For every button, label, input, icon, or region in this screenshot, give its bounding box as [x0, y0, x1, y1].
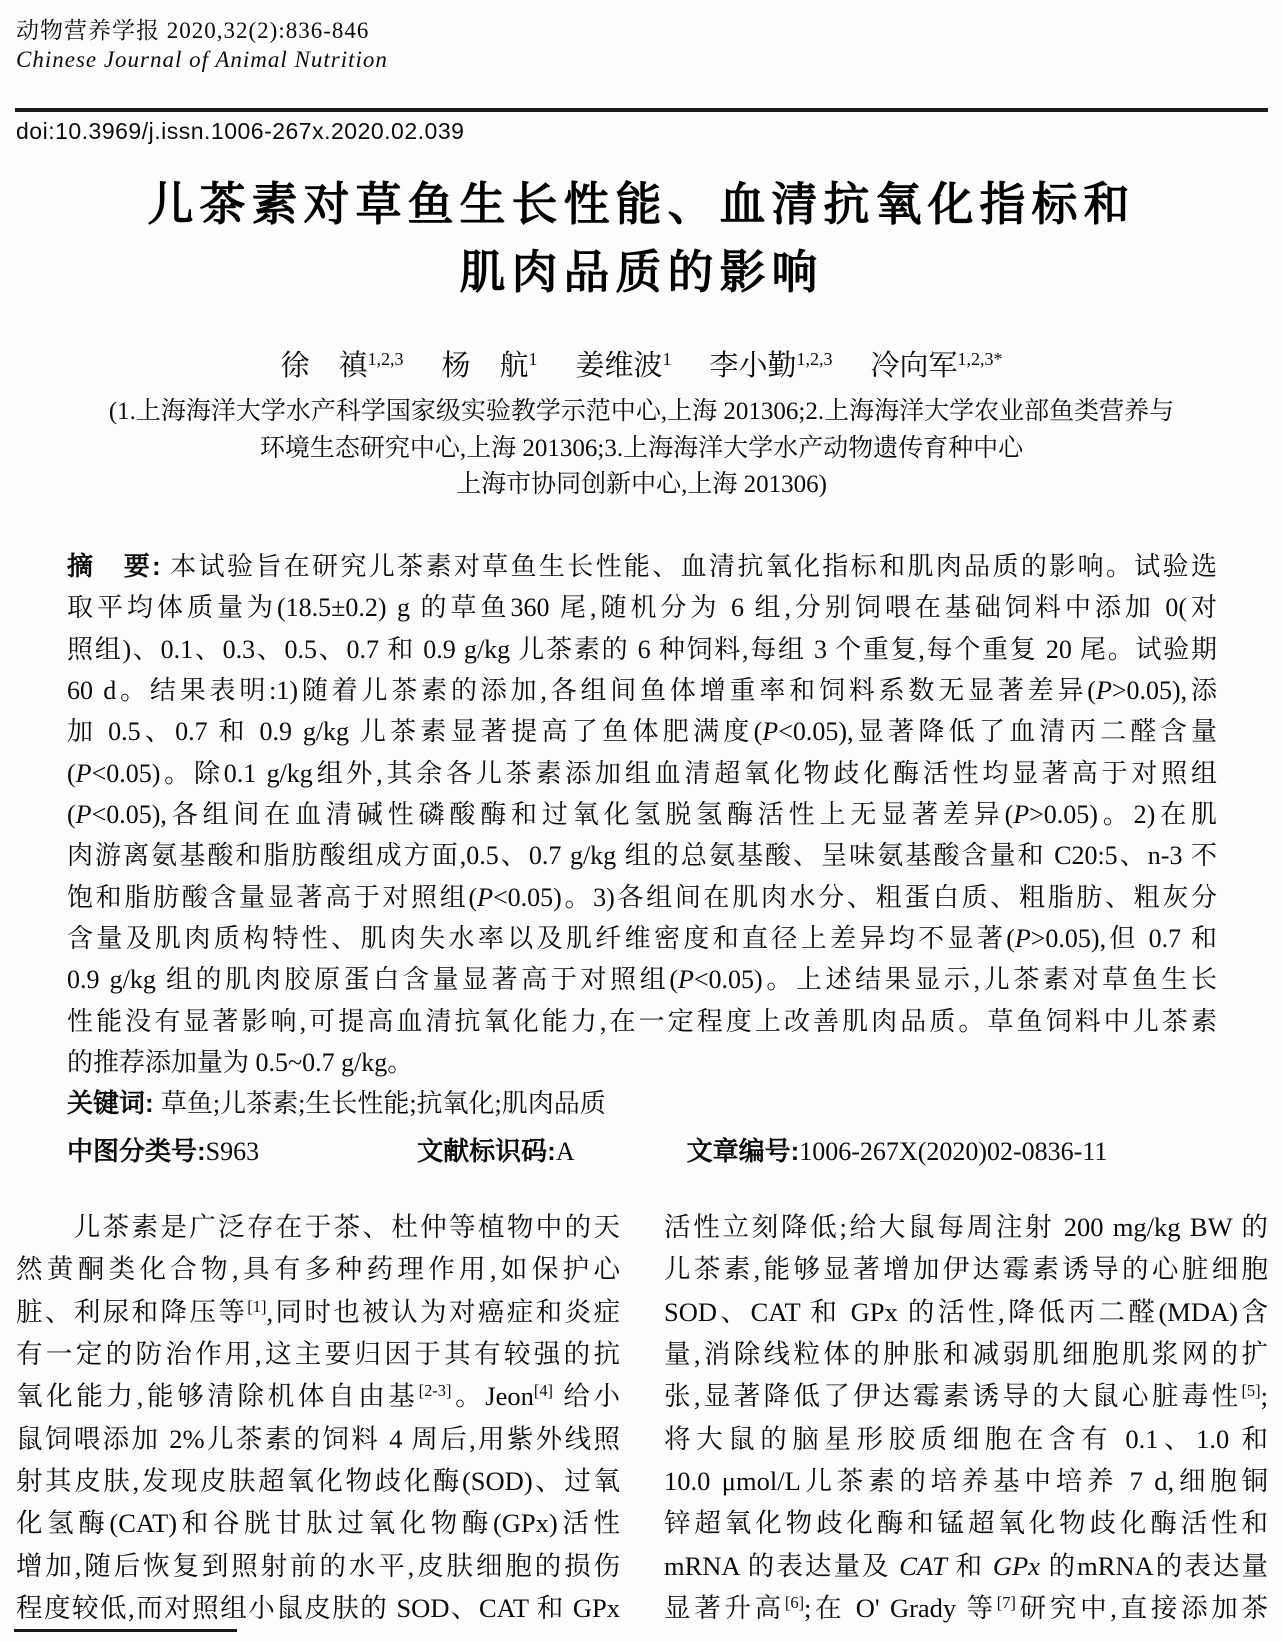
text-run: mRNA 的表达量及: [664, 1550, 900, 1581]
text-run: >0.05),但 0.7 和: [1030, 924, 1217, 954]
journal-cn-title: 动物营养学报 2020,32(2):836-846: [16, 18, 370, 43]
text-run: 锌超氧化物歧化酶和锰超氧化物歧化酶活性和: [664, 1508, 1268, 1539]
clc-label: 中图分类号:: [67, 1136, 206, 1166]
text-run: 将大鼠的脑星形胶质细胞在含有 0.1、1.0 和: [664, 1423, 1268, 1454]
text-run: 上海市协同创新中心,上海 201306): [456, 471, 827, 499]
author-affiliation-superscript: 1,2,3*: [957, 349, 1003, 370]
text-run: 氧化能力,能够清除机体自由基: [16, 1381, 419, 1412]
text-line: [16, 1375, 620, 1417]
author-affiliation-superscript: 1,2,3: [367, 349, 404, 370]
text-run: 儿茶素是广泛存在于茶、杜仲等植物中的天: [16, 1212, 620, 1242]
text-run: 研究中,直接添加茶: [1015, 1593, 1268, 1624]
text-line: [16, 1502, 620, 1544]
text-line: [664, 1375, 1268, 1417]
text-line: [67, 670, 1217, 711]
article-title-line1: 儿茶素对草鱼生长性能、血清抗氧化指标和: [147, 178, 1136, 230]
clc-pair: [67, 1131, 259, 1168]
text-run: 射其皮肤,发现皮肤超氧化物歧化酶(SOD)、过氧: [16, 1466, 620, 1497]
text-run: 性能没有显著影响,可提高血清抗氧化能力,在一定程度上改善肌肉品质。草鱼饲料中儿茶素: [67, 1006, 1217, 1036]
doc-code-label: 文献标识码:: [417, 1136, 556, 1166]
text-run: >0.05)。2)在肌: [1029, 800, 1217, 830]
text-run: SOD、CAT 和 GPx 的活性,降低丙二醛(MDA)含: [664, 1296, 1268, 1327]
text-line: [664, 1333, 1268, 1375]
text-run: 关键词:: [67, 1088, 161, 1119]
text-run: 饱和脂肪酸含量显著高于对照组(: [67, 882, 478, 912]
text-run: 环境生态研究中心,上海 201306;3.上海海洋大学水产动物遗传育种中心: [259, 434, 1024, 462]
text-line: [16, 1587, 620, 1629]
text-run: 量,消除线粒体的肿胀和减弱肌细胞肌浆网的扩: [664, 1339, 1268, 1370]
text-line: [16, 1460, 620, 1502]
reference-superscript: [5]: [1241, 1381, 1261, 1401]
text-run: 然黄酮类化合物,具有多种药理作用,如保护心: [16, 1254, 620, 1285]
text-run: P: [477, 882, 493, 912]
article-title-line2: 肌肉品质的影响: [459, 246, 824, 298]
text-line: [0, 394, 1283, 431]
text-line: [16, 1545, 620, 1587]
text-run: 60 d。结果表明:1)随着儿茶素的添加,各组间鱼体增重率和饲料系数无显著差异(: [67, 676, 1096, 706]
text-run: CAT: [899, 1550, 947, 1581]
text-run: 的mRNA的表达量: [1039, 1550, 1268, 1581]
text-run: ;在 O' Grady 等: [804, 1593, 997, 1624]
text-line: [664, 1502, 1268, 1544]
article-no-pair: [687, 1131, 1108, 1168]
text-line: [664, 1206, 1268, 1248]
reference-superscript: [4]: [533, 1381, 554, 1401]
text-run: >0.05),添: [1111, 676, 1217, 706]
text-line: [664, 1460, 1268, 1502]
text-run: 肉游离氨基酸和脂肪酸组成方面,0.5、0.7 g/kg 组的总氨基酸、呈味氨基酸含量和 C20:5、n-3 不: [67, 841, 1217, 871]
text-line: [67, 711, 1217, 752]
text-line: [67, 587, 1217, 628]
text-run: <0.05),显著降低了血清丙二醛含量: [778, 717, 1217, 747]
text-line: [67, 918, 1217, 959]
reference-superscript: [1]: [247, 1296, 267, 1316]
text-line: [0, 467, 1283, 504]
text-run: 的推荐添加量为 0.5~0.7 g/kg。: [67, 1048, 414, 1078]
text-line: [67, 835, 1217, 876]
author-affiliation-superscript: 1: [662, 349, 672, 370]
text-line: [67, 877, 1217, 918]
text-run: 摘 要:: [67, 551, 171, 581]
footnote-rule: [14, 1629, 237, 1632]
text-run: 张,显著降低了伊达霉素诱导的大鼠心脏毒性: [664, 1381, 1242, 1412]
body-column-left: [16, 1206, 620, 1629]
reference-superscript: [6]: [784, 1593, 805, 1613]
text-run: 活性立刻降低;给大鼠每周注射 200 mg/kg BW 的: [664, 1212, 1268, 1242]
article-title: [0, 170, 1283, 306]
author-affiliation-superscript: 1: [528, 349, 538, 370]
text-run: P: [678, 965, 694, 995]
classification-row: [67, 1131, 1217, 1168]
text-line: [664, 1418, 1268, 1460]
text-line: [16, 1248, 620, 1290]
text-run: 取平均体质量为(18.5±0.2) g 的草鱼360 尾,随机分为 6 组,分别饲喂在基础饲料中添加 0(对: [67, 593, 1217, 623]
text-run: P: [75, 800, 92, 830]
author-name: 姜维波$^1$: [575, 349, 672, 382]
text-run: 儿茶素,能够显著增加伊达霉素诱导的心脏细胞: [664, 1254, 1268, 1285]
author-name: 李小勤$^{1,2,3}$: [709, 349, 833, 382]
text-run: 。Jeon: [451, 1381, 534, 1412]
affiliations: [0, 394, 1283, 504]
text-line: [16, 1291, 620, 1333]
text-line: [664, 1248, 1268, 1290]
text-run: P: [1095, 676, 1112, 706]
header-rule: [15, 108, 1268, 112]
text-run: P: [1013, 800, 1030, 830]
clc-value: S963: [205, 1137, 260, 1166]
text-run: P: [1014, 924, 1031, 954]
text-run: 增加,随后恢复到照射前的水平,皮肤细胞的损伤: [16, 1550, 620, 1581]
text-line: [67, 753, 1217, 794]
text-line: [664, 1545, 1268, 1587]
text-run: ,同时也被认为对癌症和炎症: [266, 1296, 620, 1327]
text-run: <0.05)。3)各组间在肌肉水分、粗蛋白质、粗脂肪、粗灰分: [493, 882, 1217, 912]
body-column-right: [664, 1206, 1268, 1629]
article-no-label: 文章编号:: [686, 1136, 800, 1166]
authors-row: [0, 343, 1283, 384]
text-run: <0.05)。上述结果显示,儿茶素对草鱼生长: [693, 965, 1217, 995]
text-run: 含量及肌肉质构特性、肌肉失水率以及肌纤维密度和直径上差异均不显著(: [67, 924, 1015, 954]
text-run: <0.05),各组间在血清碱性磷酸酶和过氧化氢脱氢酶活性上无显著差异(: [91, 800, 1014, 830]
author-name: 徐 禛$^{1,2,3}$: [280, 349, 404, 382]
abstract-block: [67, 546, 1217, 1125]
journal-en-title: Chinese Journal of Animal Nutrition: [16, 47, 388, 72]
text-run: (: [67, 758, 76, 788]
text-run: GPx: [992, 1550, 1040, 1581]
text-line: [664, 1587, 1268, 1629]
text-run: 10.0 μmol/L儿茶素的培养基中培养 7 d,细胞铜: [664, 1466, 1268, 1497]
text-line: [16, 1333, 620, 1375]
text-run: 加 0.5、0.7 和 0.9 g/kg 儿茶素显著提高了鱼体肥满度(: [67, 717, 763, 747]
text-line: [67, 794, 1217, 835]
text-run: ;: [1260, 1381, 1268, 1412]
author-name: 冷向军$^{1,2,3*}$: [870, 349, 1003, 382]
text-line: [67, 959, 1217, 1000]
text-run: 给小: [553, 1381, 620, 1412]
text-run: P: [762, 717, 779, 747]
text-line: [67, 546, 1217, 587]
text-line: [67, 1083, 1217, 1124]
text-line: [664, 1291, 1268, 1333]
text-run: (1.上海海洋大学水产科学国家级实验教学示范中心,上海 201306;2.上海海洋大学农业部鱼类营养与: [108, 398, 1175, 425]
reference-superscript: [2-3]: [418, 1381, 452, 1401]
text-run: 化氢酶(CAT)和谷胱甘肽过氧化物酶(GPx)活性: [16, 1508, 620, 1539]
text-run: 有一定的防治作用,这主要归因于其有较强的抗: [16, 1339, 620, 1370]
text-run: P: [75, 758, 92, 788]
doi-line: doi:10.3969/j.issn.1006-267x.2020.02.039: [16, 118, 465, 144]
reference-superscript: [7]: [996, 1593, 1016, 1613]
author-name: 杨 航$^1$: [441, 349, 538, 382]
text-run: 照组)、0.1、0.3、0.5、0.7 和 0.9 g/kg 儿茶素的 6 种饲料,每组 3 个重复,每个重复 20 尾。试验期: [67, 634, 1217, 664]
author-affiliation-superscript: 1,2,3: [796, 349, 833, 370]
doc-code-value: A: [555, 1137, 575, 1166]
text-line: [16, 1418, 620, 1460]
doc-code-pair: [417, 1131, 574, 1168]
text-run: 显著升高: [664, 1593, 785, 1624]
article-no-value: 1006-267X(2020)02-0836-11: [799, 1137, 1108, 1166]
text-line: [16, 1206, 620, 1248]
text-run: (: [67, 800, 76, 830]
text-run: 和: [946, 1550, 993, 1581]
text-run: 程度较低,而对照组小鼠皮肤的 SOD、CAT 和 GPx: [16, 1593, 620, 1624]
text-run: 本试验旨在研究儿茶素对草鱼生长性能、血清抗氧化指标和肌肉品质的影响。试验选: [170, 552, 1217, 581]
text-run: 0.9 g/kg 组的肌肉胶原蛋白含量显著高于对照组(: [67, 965, 678, 995]
text-line: [67, 1001, 1217, 1042]
text-run: <0.05)。除0.1 g/kg组外,其余各儿茶素添加组血清超氧化物歧化酶活性均显著高于对照组: [91, 758, 1217, 788]
text-line: [67, 629, 1217, 670]
text-line: [0, 431, 1283, 468]
text-line: [67, 1042, 1217, 1083]
text-run: 鼠饲喂添加 2%儿茶素的饲料 4 周后,用紫外线照: [16, 1423, 620, 1454]
text-run: 脏、利尿和降压等: [16, 1296, 248, 1327]
text-run: 草鱼;儿茶素;生长性能;抗氧化;肌肉品质: [160, 1089, 606, 1119]
